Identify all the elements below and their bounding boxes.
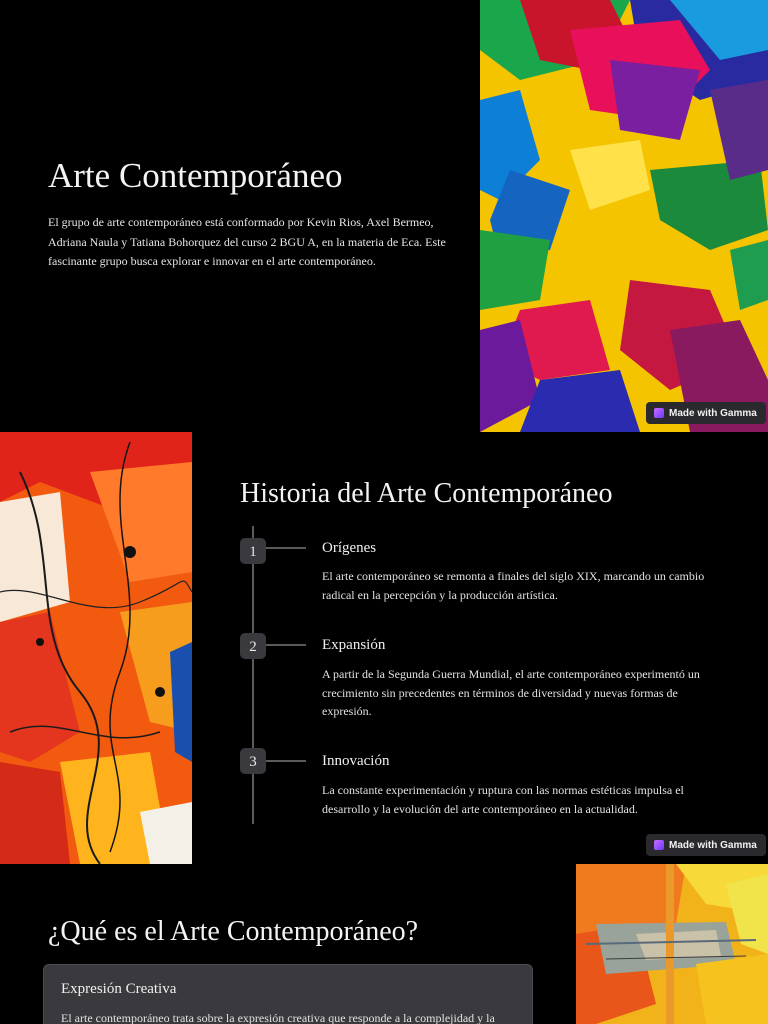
timeline-step-title: Expansión	[322, 637, 386, 653]
yellow-abstract-painting-image	[576, 864, 768, 1024]
slide-history	[0, 432, 768, 864]
timeline-step-text: A partir de la Segunda Guerra Mundial, el arte contemporáneo experimentó un crecimiento sin precedentes en términos de diversidad y nuevas formas de expresión.	[322, 667, 700, 718]
timeline-connector	[266, 547, 306, 549]
slide-body-text: El grupo de arte contemporáneo está conformado por Kevin Rios, Axel Bermeo, Adriana Naula y Tatiana Bohorquez del curso 2 BGU A, en la materia de Eca. Este fascinante grupo busca explorar e innovar en el arte contemporáneo.	[48, 215, 446, 268]
made-with-gamma-badge[interactable]	[646, 402, 766, 424]
timeline-step-number: 1	[240, 538, 266, 564]
info-card	[43, 964, 533, 1024]
timeline-step-text: El arte contemporáneo se remonta a finales del siglo XIX, marcando un cambio radical en la percepción y la producción artística.	[322, 569, 705, 602]
slide-intro	[0, 0, 768, 432]
orange-abstract-painting-image	[0, 432, 192, 864]
timeline-step-number: 3	[240, 748, 266, 774]
abstract-painting-image	[480, 0, 768, 432]
badge-label: Made with Gamma	[669, 407, 757, 419]
gamma-logo-icon	[654, 408, 664, 418]
made-with-gamma-badge[interactable]	[646, 834, 766, 856]
timeline-step-text: La constante experimentación y ruptura con las normas estéticas impulsa el desarrollo y la evolución del arte contemporáneo en la actualidad.	[322, 783, 684, 816]
timeline-step-title: Orígenes	[322, 540, 377, 556]
timeline-connector	[266, 760, 306, 762]
badge-label: Made with Gamma	[669, 839, 757, 851]
slide-title: Historia del Arte Contemporáneo	[240, 478, 613, 509]
timeline-step-title: Innovación	[322, 753, 390, 769]
card-text: El arte contemporáneo trata sobre la expresión creativa que responde a la complejidad y la	[61, 1011, 495, 1024]
timeline-step-number: 2	[240, 633, 266, 659]
slide-title: Arte Contemporáneo	[48, 156, 343, 195]
timeline-line	[252, 526, 254, 824]
gamma-logo-icon	[654, 840, 664, 850]
timeline-connector	[266, 644, 306, 646]
slide-title: ¿Qué es el Arte Contemporáneo?	[48, 916, 419, 947]
card-title: Expresión Creativa	[61, 981, 177, 997]
slide-definition	[0, 864, 768, 1024]
